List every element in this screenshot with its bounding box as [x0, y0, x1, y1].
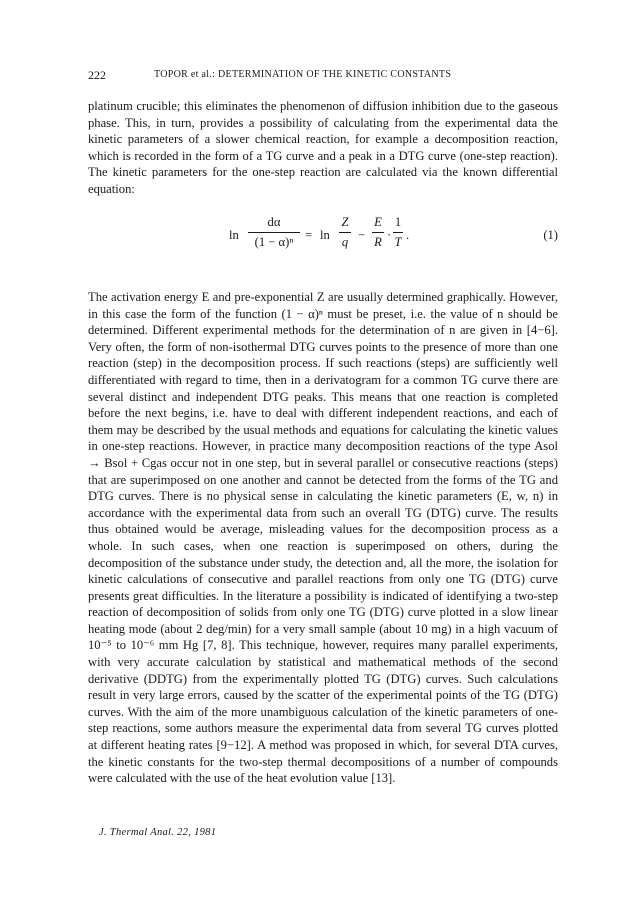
- eq-period: .: [406, 228, 410, 242]
- eq-r: R: [374, 235, 382, 249]
- paragraph-1: platinum crucible; this eliminates the phenomenon of diffusion inhibition due to the gaseous phase. This, in turn, provides a possibility of calculating from the experimental data the kinetic parameters of a slower chemical reaction, for example a decomposition reaction, which is recorded in the form of a TG curve and a peak in a DTG curve (one-step reaction). The kinetic parameters for the one-step reaction are calculated via the known differential equation:: [88, 99, 558, 196]
- eq-one: 1: [393, 215, 403, 233]
- equation-1: [88, 210, 558, 270]
- eq-z: Z: [339, 215, 351, 233]
- eq-fraction-dalpha: [248, 215, 300, 251]
- equation-number: (1): [543, 228, 558, 242]
- eq-dot: ·: [387, 228, 392, 242]
- running-title: TOPOR et al.: DETERMINATION OF THE KINETIC CONSTANTS: [154, 69, 452, 80]
- eq-e: E: [372, 215, 384, 233]
- eq-ln-right: ln: [320, 228, 330, 242]
- eq-fraction-z-over-q: [339, 215, 351, 251]
- eq-minus-sign: −: [358, 228, 366, 242]
- page-number: 222: [88, 68, 106, 82]
- journal-footer: J. Thermal Anal. 22, 1981: [99, 827, 217, 838]
- eq-equals-sign: =: [305, 228, 313, 242]
- eq-q: q: [341, 235, 349, 249]
- page-header: [88, 68, 558, 84]
- paragraph-2: The activation energy E and pre-exponential Z are usually determined graphically. However, in this case the form of the function (1 − α)ⁿ must be preset, i.e. the value of n should be determined. Different experimental methods for the determination of n are given in [4−6]. Very often, the form of non-isothermal DTG curves points to the presence of more than one reaction (step) in the decomposition process. If such reactions (steps) are sufficiently well differentiated with regard to time, then in a derivatogram for a common TG curve there are several distinct and independent DTG peaks. This means that one reaction is completed before the next begins, i.e. have to deal with different independent reactions, and each of them may be described by the usual methods and equations for calculating the kinetic values in one-step reactions. However, in practice many decomposition reactions of the type Asol → Bsol + Cgas occur not in one step, but in several parallel or consecutive reactions (steps) that are superimposed on one another and cannot be detected from the forms of the TG and DTG curves. There is no physical sense in calculating the kinetic parameters (E, w, n) in accordance with the experimental data from such an overall TG (DTG) curve. The results thus obtained would be average, misleading values for the decomposition process as a whole. In such cases, when one reaction is superimposed on others, during the decomposition of the substance under study, the detection and, all the more, the isolation for kinetic calculations of consecutive and parallel reactions from only one TG (DTG) curve presents great difficulties. In the literature a possibility is indicated of identifying a two-step reaction of decomposition of solids from only one TG (DTG) curve plotted in a slow linear heating mode (about 2 deg/min) for a very small sample (about 10 mg) in a high vacuum of 10⁻⁵ to 10⁻⁶ mm Hg [7, 8]. This technique, however, requires many parallel experiments, with very accurate calculation by statistical and mathematical methods of the second derivative (DDTG) from the experimentally plotted TG (DTG) curves. Such calculations result in very large errors, caused by the scatter of the experimental points of the TG (DTG) curves. With the aim of the more unambiguous calculation of the kinetic parameters of one-step reactions, some authors measure the experimental data from several TG curves plotted at different heating rates [9−12]. A method was proposed in which, for several DTA curves, the kinetic constants for the two-step thermal decompositions of a number of compounds were calculated with the use of the heat evolution value [13].: [88, 290, 558, 786]
- eq-fraction-e-over-r: [372, 215, 384, 251]
- eq-ln-left: ln: [229, 228, 239, 242]
- eq-fraction-one-over-t: [393, 215, 403, 251]
- eq-numerator-dalpha: dα: [248, 215, 300, 233]
- eq-denominator-one-minus-alpha: (1 − α)ⁿ: [254, 235, 294, 249]
- eq-t: T: [394, 235, 402, 249]
